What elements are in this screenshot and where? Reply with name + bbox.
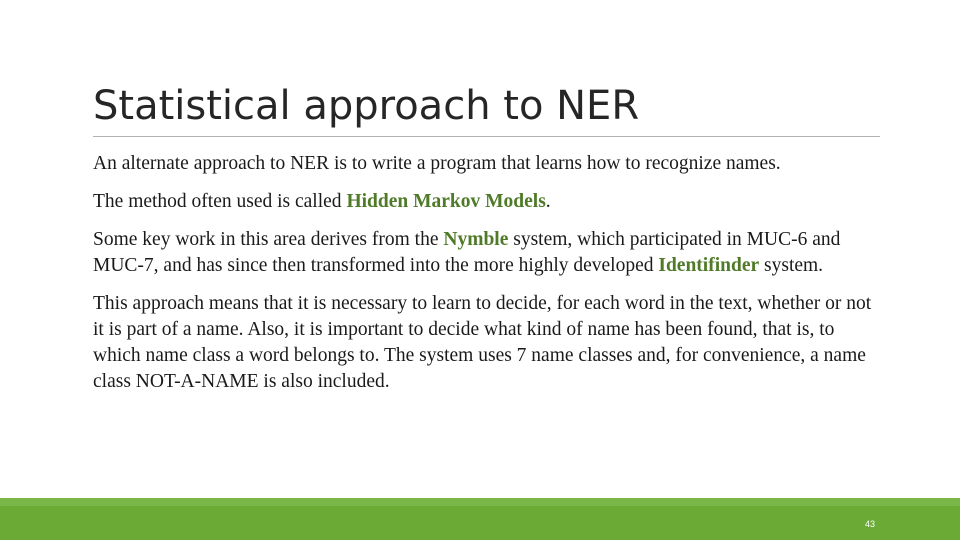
- slide-body: [93, 151, 881, 407]
- paragraph-4: This approach means that it is necessary to learn to decide, for each word in the text, whether or not it is part of a name. Also, it is important to decide what kind of name has been found, that is, to which name class a word belongs to. The system uses 7 name classes and, for convenience, a name class NOT-A-NAME is also included.: [93, 293, 872, 392]
- footer-bar-highlight: [0, 498, 960, 506]
- paragraph-3-text-pre: Some key work in this area derives from the: [93, 229, 444, 250]
- paragraph-3: [93, 227, 881, 279]
- term-hidden-markov-models: Hidden Markov Models: [346, 191, 546, 212]
- paragraph-3-text-mid: system, which participated in MUC-6 and MUC-7, and has since then transformed into the more highly developed: [93, 229, 841, 276]
- slide-title: Statistical approach to NER: [93, 83, 640, 129]
- term-nymble: Nymble: [443, 229, 509, 250]
- slide-number: 43: [864, 519, 875, 529]
- paragraph-2-text-pre: The method often used is called: [93, 191, 347, 212]
- paragraph-3-text-post: system.: [759, 255, 824, 276]
- term-identifinder: Identifinder: [658, 255, 760, 276]
- paragraph-1: An alternate approach to NER is to write a program that learns how to recognize names.: [93, 153, 781, 174]
- paragraph-2: [93, 189, 881, 215]
- footer-bar: [0, 506, 960, 540]
- title-divider: [93, 136, 880, 137]
- paragraph-2-text-post: .: [545, 191, 551, 212]
